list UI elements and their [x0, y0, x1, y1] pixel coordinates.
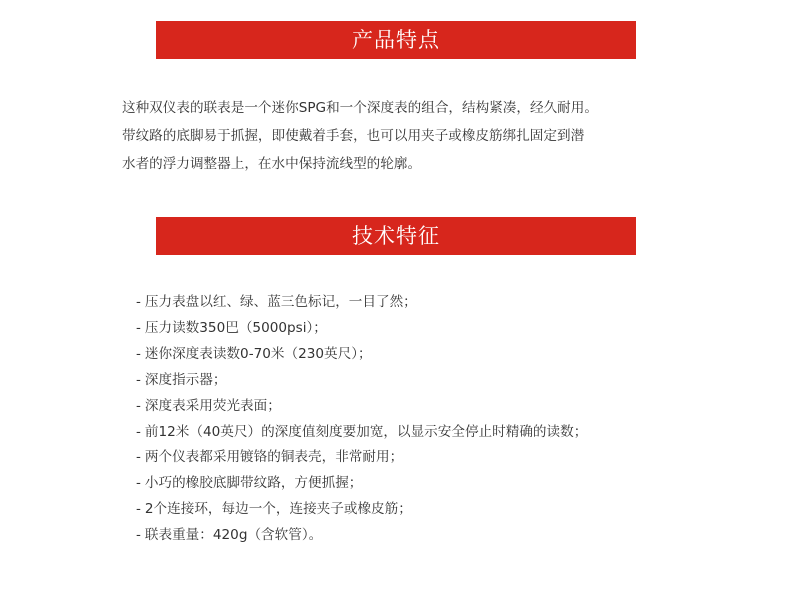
bullet-dash: -	[136, 475, 141, 492]
spec-item-text: 深度指示器；	[144, 371, 227, 388]
spec-item-text: 两个仪表都采用镀铬的铜表壳，非常耐用；	[144, 449, 404, 466]
bullet-dash: -	[136, 294, 141, 310]
spec-item-text: 迷你深度表读数0-70米（230英尺）；	[144, 345, 372, 362]
spec-item	[136, 342, 587, 368]
spec-item-text: 深度表采用荧光表面；	[144, 397, 281, 414]
spec-item	[136, 290, 587, 316]
bullet-dash: -	[136, 501, 141, 518]
spec-item	[136, 471, 587, 497]
product-description	[122, 94, 682, 178]
spec-item	[136, 523, 587, 549]
spec-item	[136, 368, 587, 394]
bullet-dash: -	[136, 345, 141, 362]
spec-item-text: 压力表盘以红、绿、蓝三色标记，一目了然；	[144, 294, 417, 310]
section-title-banner-features	[156, 21, 636, 59]
spec-item	[136, 497, 587, 523]
spec-list	[136, 290, 587, 549]
bullet-dash: -	[136, 371, 141, 388]
spec-item-text: 小巧的橡胶底脚带纹路，方便抓握；	[144, 475, 363, 492]
spec-item-text: 前12米（40英尺）的深度值刻度要加宽，以显示安全停止时精确的读数；	[144, 423, 588, 440]
section-title-features: 产品特点	[352, 28, 440, 52]
bullet-dash: -	[136, 319, 141, 336]
spec-item	[136, 316, 587, 342]
section-title-specs: 技术特征	[352, 224, 440, 248]
bullet-dash: -	[136, 527, 141, 544]
bullet-dash: -	[136, 397, 141, 414]
spec-item-text: 压力读数350巴（5000psi）；	[144, 319, 327, 336]
spec-item	[136, 394, 587, 420]
section-title-banner-specs	[156, 217, 636, 255]
spec-item-text: 2个连接环，每边一个，连接夹子或橡皮筋；	[144, 501, 412, 518]
spec-item-text: 联表重量：420g（含软管）。	[144, 527, 323, 544]
bullet-dash: -	[136, 449, 141, 466]
spec-item	[136, 445, 587, 471]
description-line: 带纹路的底脚易于抓握，即使戴着手套，也可以用夹子或橡皮筋绑扎固定到潜	[122, 128, 585, 144]
spec-item	[136, 420, 587, 446]
bullet-dash: -	[136, 423, 141, 440]
description-line: 这种双仪表的联表是一个迷你SPG和一个深度表的组合，结构紧凑，经久耐用。	[122, 100, 598, 116]
description-line: 水者的浮力调整器上，在水中保持流线型的轮廓。	[122, 156, 422, 172]
